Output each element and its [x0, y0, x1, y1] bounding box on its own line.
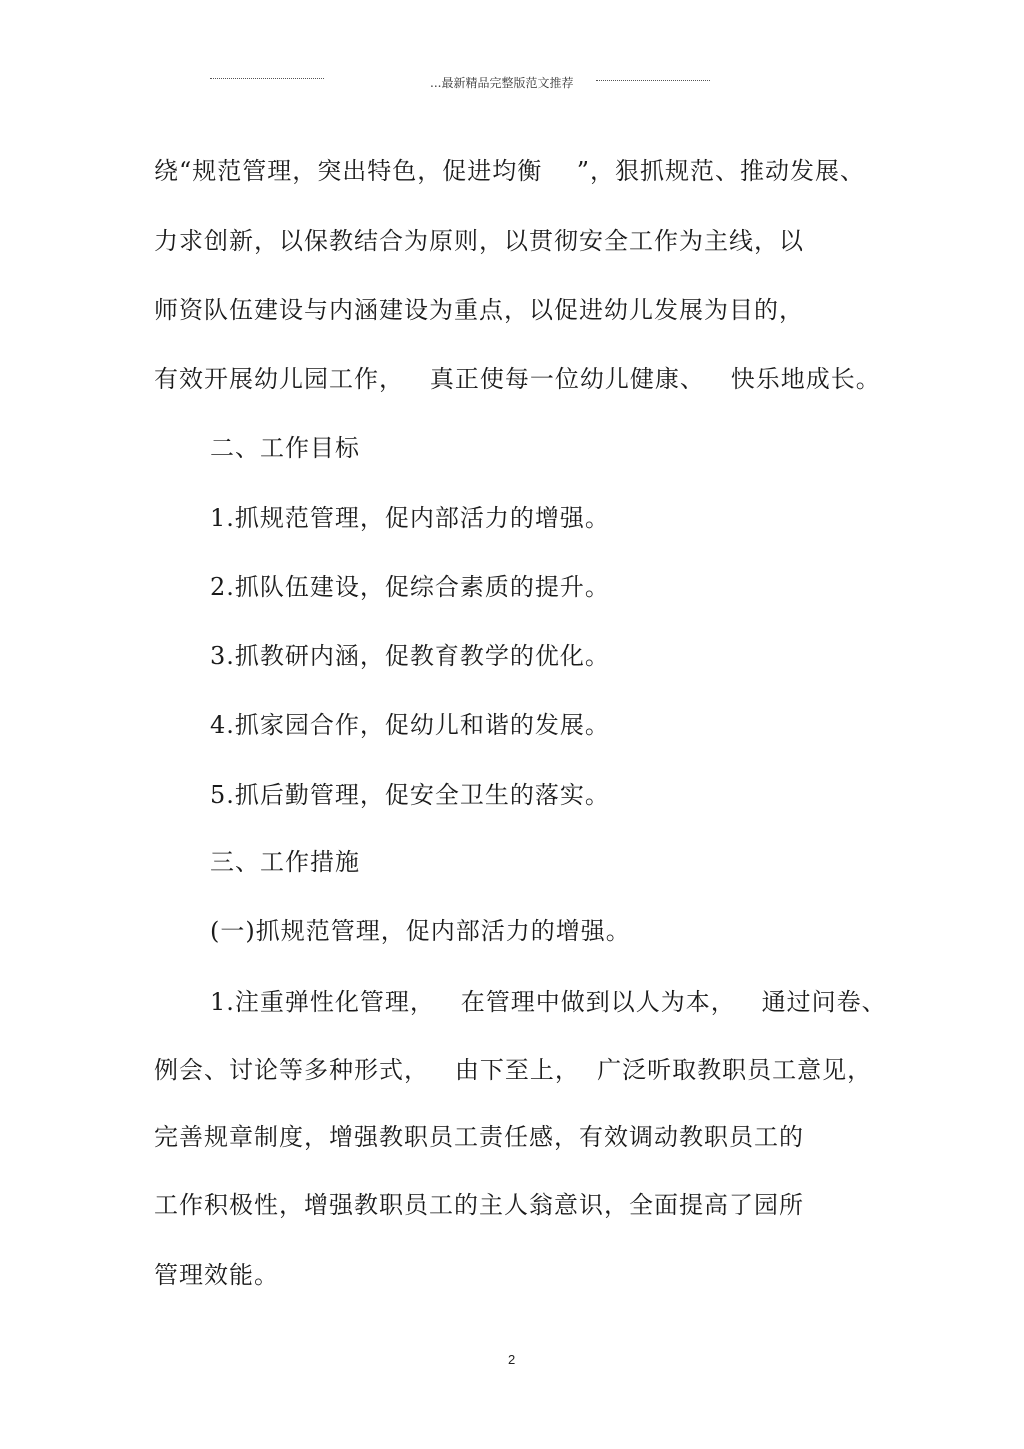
paragraph-line: 绕“规范管理，突出特色，促进均衡 ”，狠抓规范、推动发展、	[154, 157, 866, 185]
paragraph-line: 工作积极性，增强教职员工的主人翁意识，全面提高了园所	[154, 1191, 804, 1219]
list-item: 3.抓教研内涵，促教育教学的优化。	[210, 642, 610, 670]
page-number: 2	[508, 1352, 516, 1367]
list-item: 4.抓家园合作，促幼儿和谐的发展。	[210, 711, 610, 739]
paragraph-line: 管理效能。	[154, 1261, 279, 1289]
paragraph-line: 例会、讨论等多种形式， 由下至上， 广泛听取教职员工意见，	[154, 1056, 873, 1084]
paragraph-line: 师资队伍建设与内涵建设为重点，以促进幼儿发展为目的，	[154, 296, 804, 324]
header-dotted-rule-left	[210, 78, 324, 79]
section-heading: 三、工作措施	[210, 848, 360, 876]
list-item: 5.抓后勤管理，促安全卫生的落实。	[210, 781, 610, 809]
paragraph-line: 有效开展幼儿园工作， 真正使每一位幼儿健康、 快乐地成长。	[154, 365, 881, 393]
paragraph-line: 完善规章制度，增强教职员工责任感，有效调动教职员工的	[154, 1123, 804, 1151]
header-dotted-rule-right	[596, 80, 710, 81]
section-heading: 二、工作目标	[210, 434, 360, 462]
paragraph-line: 1.注重弹性化管理， 在管理中做到以人为本， 通过问卷、	[210, 988, 887, 1016]
subsection-heading: (一)抓规范管理，促内部活力的增强。	[210, 917, 631, 945]
list-item: 1.抓规范管理，促内部活力的增强。	[210, 504, 610, 532]
list-item: 2.抓队伍建设，促综合素质的提升。	[210, 573, 610, 601]
header-title: ...最新精品完整版范文推荐	[430, 76, 574, 90]
paragraph-line: 力求创新，以保教结合为原则，以贯彻安全工作为主线，以	[154, 227, 804, 255]
